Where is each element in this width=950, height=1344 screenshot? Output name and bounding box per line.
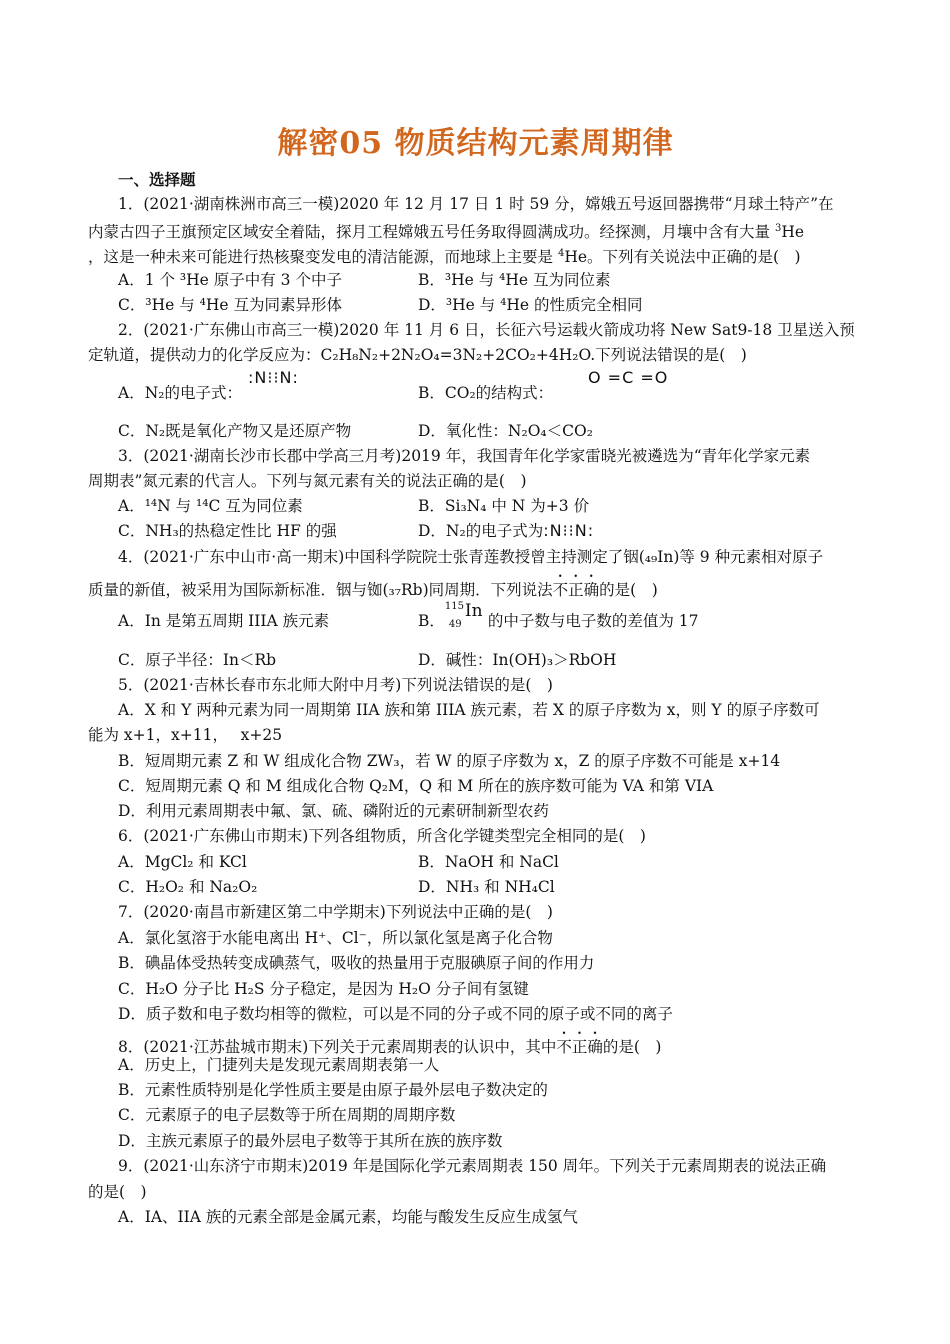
q4-option-a: A．In 是第五周期 IIIA 族元素 [118,612,330,630]
q3-option-a: A．¹⁴N 与 ¹⁴C 互为同位素 [118,497,303,515]
q7-option-d: D．质子数和电子数均相等的微粒，可以是不同的分子或不同的原子或不同的离子 [118,1005,673,1023]
q3-n2-lewis-formula: :N⁝⁝N: [543,521,595,540]
q4-option-c: C．原子半径：In＜Rb [118,651,277,669]
q6-option-a: A．MgCl₂ 和 KCl [118,853,247,871]
q8-option-c: C．元素原子的电子层数等于所在周期的周期序数 [118,1106,456,1124]
q1-stem-2: 内蒙古四子王旗预定区域安全着陆，探月工程嫦娥五号任务取得圆满成功。经探测，月壤中含有大量 $^3$He [88,223,805,242]
page-title: 解密05 物质结构元素周期律 [277,126,674,161]
q6-option-c: C．H₂O₂ 和 Na₂O₂ [118,878,258,896]
q4-stem-2: 质量的新值，被采用为国际新标准．铟与铷(₃₇Rb)同周期．下列说法不正确的是( ) [88,581,658,599]
q1-option-a: A．1 个 ³He 原子中有 3 个中子 [118,271,342,289]
q1-stem-3: ，这是一种未来可能进行热核聚变发电的清洁能源，而地球上主要是 $^4$He。下列有关说法中正确的是( ) [88,248,801,267]
q2-stem-2: 定轨道，提供动力的化学反应为：C₂H₈N₂+2N₂O₄=3N₂+2CO₂+4H₂O.下列说法错误的是( ) [88,346,747,364]
q8-option-d: D．主族元素原子的最外层电子数等于其所在族的族序数 [118,1132,503,1150]
q5-option-d: D．利用元素周期表中氟、氯、硫、磷附近的元素研制新型农药 [118,802,549,820]
q7-stem: 7．(2020·南昌市新建区第二中学期末)下列说法中正确的是( ) [118,903,553,921]
q2-n2-lewis-formula: :N⁝⁝N: [248,368,299,387]
q1-option-d: D．³He 与 ⁴He 的性质完全相同 [418,296,643,314]
q1-stem-1: 1．(2021·湖南株洲市高三一模)2020 年 12 月 17 日 1 时 59 分，嫦娥五号返回器携带“月球土特产”在 [118,195,834,213]
q5-stem: 5．(2021·吉林长春市东北师大附中月考)下列说法错误的是( ) [118,676,553,694]
q1-option-b: B．³He 与 ⁴He 互为同位素 [418,271,611,289]
q4-option-b: B． 115 49 In 的中子数与电子数的差值为 17 [418,601,699,630]
q3-option-c: C．NH₃的热稳定性比 HF 的强 [118,522,337,540]
q8-option-b: B．元素性质特别是化学性质主要是由原子最外层电子数决定的 [118,1081,548,1099]
q9-option-a: A．ⅠA、IIA 族的元素全部是金属元素，均能与酸发生反应生成氢气 [118,1208,578,1226]
q2-option-d: D．氧化性：N₂O₄＜CO₂ [418,422,593,440]
q5-option-c: C．短周期元素 Q 和 M 组成化合物 Q₂M，Q 和 M 所在的族序数可能为 VA 和第 VIA [118,777,714,795]
q2-option-c: C．N₂既是氧化产物又是还原产物 [118,422,352,440]
section-heading: 一、选择题 [118,170,196,189]
q3-stem-2: 周期表”氮元素的代言人。下列与氮元素有关的说法正确的是( ) [88,472,527,490]
q5-option-a-2: 能为 x+1，x+11， x+25 [88,726,283,744]
q2-option-b: B．CO₂的结构式： [418,384,554,402]
q4-option-d: D．碱性：In(OH)₃＞RbOH [418,651,617,669]
q3-option-b: B．Si₃N₄ 中 N 为+3 价 [418,497,590,515]
q9-stem-2: 的是( ) [88,1183,147,1201]
q5-option-a-1: A．X 和 Y 两种元素为同一周期第 IIA 族和第 IIIA 族元素，若 X 的原子序数为 x，则 Y 的原子序数可 [118,701,820,719]
emphasis-not-correct: 不正确 [552,581,600,599]
q5-option-b: B．短周期元素 Z 和 W 组成化合物 ZW₃，若 W 的原子序数为 x，Z 的原子序数不可能是 x+14 [118,752,781,770]
q6-stem: 6．(2021·广东佛山市期末)下列各组物质，所含化学键类型完全相同的是( ) [118,827,646,845]
emphasis-not-correct: 不正确 [556,1038,603,1056]
q3-stem-1: 3．(2021·湖南长沙市长郡中学高三月考)2019 年，我国青年化学家雷晓光被遴选为“青年化学家元素 [118,447,811,465]
q2-stem-1: 2．(2021·广东佛山市高三一模)2020 年 11 月 6 日，长征六号运载火箭成功将 New Sat9-18 卫星送入预 [118,321,855,339]
q7-option-c: C．H₂O 分子比 H₂S 分子稳定，是因为 H₂O 分子间有氢键 [118,980,529,998]
q7-option-a: A．氯化氢溶于水能电离出 H⁺、Cl⁻，所以氯化氢是离子化合物 [118,929,553,947]
q1-option-c: C．³He 与 ⁴He 互为同素异形体 [118,296,342,314]
q3-option-d: D．N₂的电子式为:N⁝⁝N: [418,521,595,540]
q8-stem: 8．(2021·江苏盐城市期末)下列关于元素周期表的认识中，其中不正确的是( ) [118,1038,662,1056]
q2-co2-structural-formula: O =C =O [588,368,669,387]
q9-stem-1: 9．(2021·山东济宁市期末)2019 年是国际化学元素周期表 150 周年。下列关于元素周期表的说法正确 [118,1157,827,1175]
q2-option-a: A．N₂的电子式： [118,384,242,402]
q6-option-b: B．NaOH 和 NaCl [418,853,559,871]
q7-option-b: B．碘晶体受热转变成碘蒸气，吸收的热量用于克服碘原子间的作用力 [118,954,595,972]
q6-option-d: D．NH₃ 和 NH₄Cl [418,878,555,896]
q4-stem-1: 4．(2021·广东中山市·高一期末)中国科学院院士张青莲教授曾主持测定了铟(₄₉In)等 9 种元素相对原子 [118,548,824,566]
q8-option-a: A．历史上，门捷列夫是发现元素周期表第一人 [118,1056,440,1074]
